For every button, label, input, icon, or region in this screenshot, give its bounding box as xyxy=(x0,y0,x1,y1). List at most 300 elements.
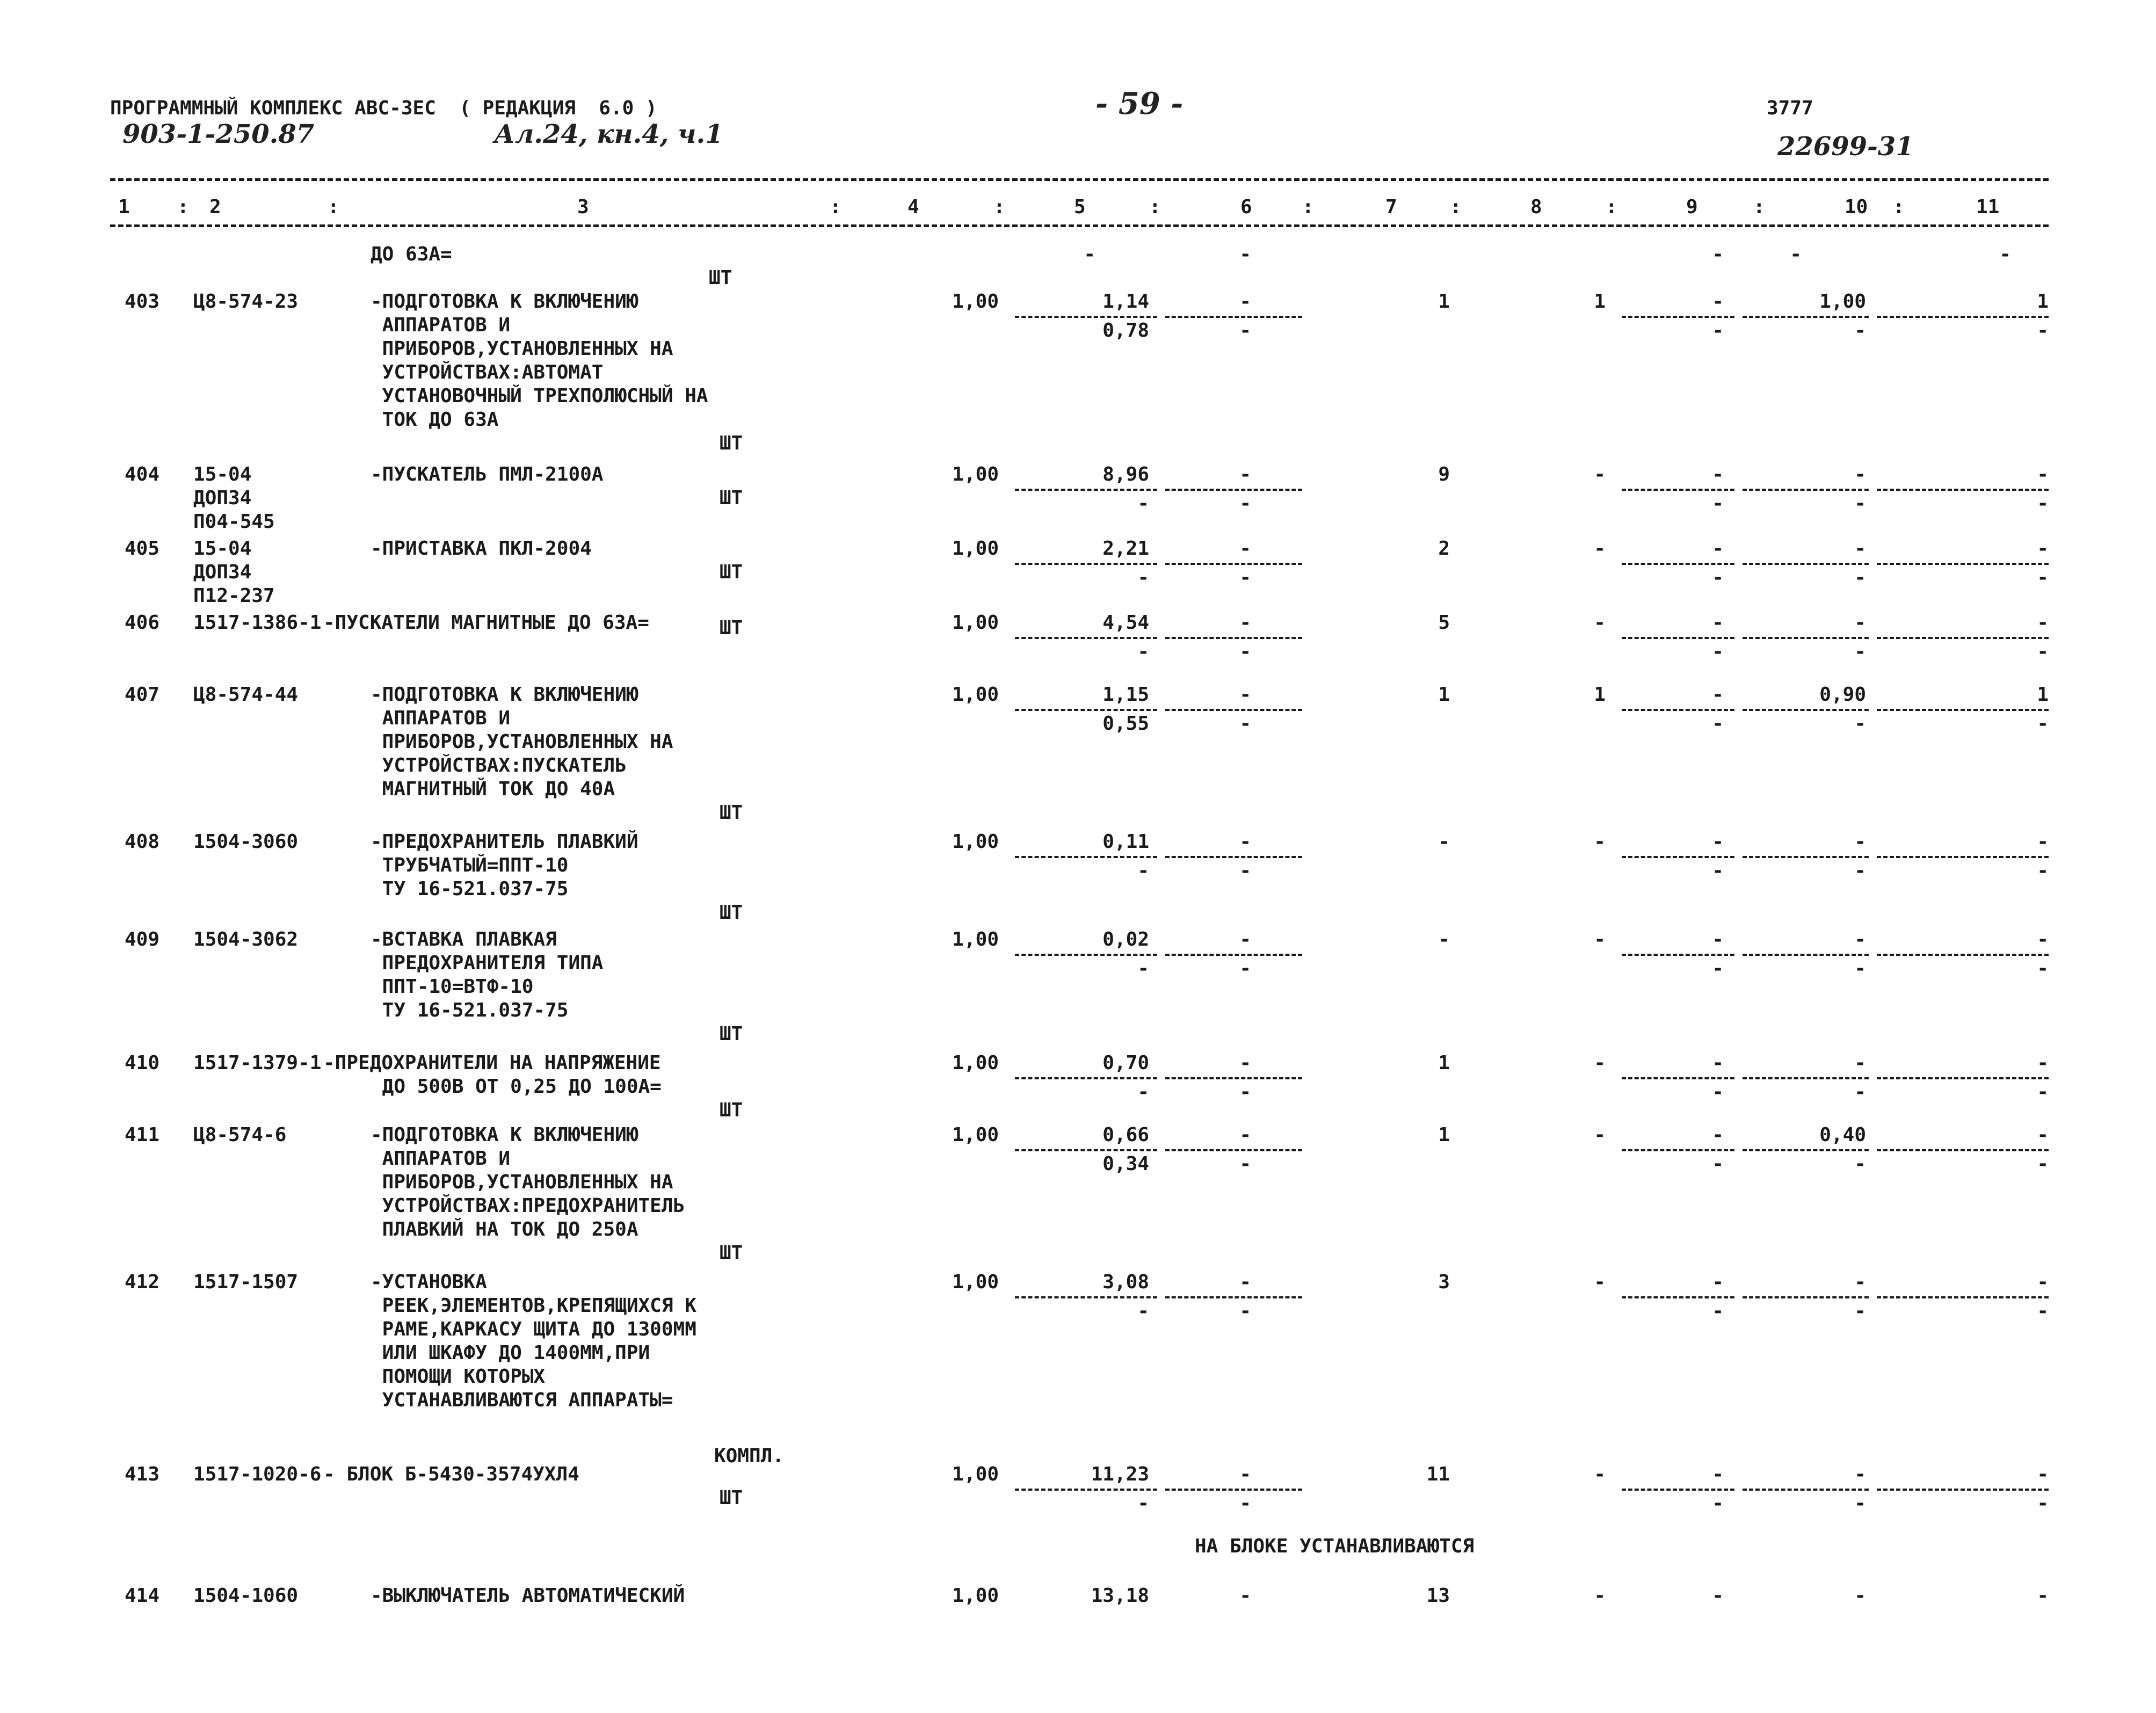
subtotal-rule-c6 xyxy=(1165,489,1302,491)
subtotal-rule-c6 xyxy=(1165,1489,1302,1491)
col5-value: 2,21 xyxy=(1102,538,1149,560)
col9-value: - xyxy=(1712,928,1724,950)
col10-subvalue: - xyxy=(1854,567,1866,589)
sheet-reference: Ал.24, кн.4, ч.1 xyxy=(494,119,723,149)
col10-value: 1,00 xyxy=(1819,291,1866,313)
col10-value: - xyxy=(1854,831,1866,853)
col11-value: - xyxy=(2037,1052,2049,1074)
col10-value: - xyxy=(1854,463,1866,485)
row-unit: ШТ xyxy=(720,432,743,454)
row-number: 403 xyxy=(125,291,160,313)
row-unit: ШТ xyxy=(720,1487,743,1509)
row-description: ТРУБЧАТЫЙ=ППТ-10 xyxy=(371,854,569,876)
subtotal-rule-c10 xyxy=(1743,563,1869,565)
column-header-7: 7 xyxy=(1385,196,1397,218)
subtotal-rule-c11 xyxy=(1877,637,2049,639)
col11-subvalue: - xyxy=(2037,492,2049,514)
col6-subvalue: - xyxy=(1239,957,1251,979)
subtotal-rule-c9 xyxy=(1622,954,1734,956)
fragment-col10: - xyxy=(1790,243,1802,265)
subtotal-rule-c10 xyxy=(1743,316,1869,318)
col9-value: - xyxy=(1712,1052,1724,1074)
row-unit: ШТ xyxy=(720,617,743,639)
col5-subvalue: - xyxy=(1137,1300,1149,1322)
col9-subvalue: - xyxy=(1712,320,1724,342)
col6-value: - xyxy=(1239,928,1251,950)
subtotal-rule-c10 xyxy=(1743,637,1869,639)
col5-value: 13,18 xyxy=(1091,1585,1149,1607)
col11-subvalue: - xyxy=(2037,1492,2049,1514)
col11-value: - xyxy=(2037,538,2049,560)
column-separator: : xyxy=(1606,196,1617,218)
row-number: 412 xyxy=(125,1271,160,1293)
col6-subvalue: - xyxy=(1239,1492,1251,1514)
col10-value: - xyxy=(1854,538,1866,560)
col5-value: 1,14 xyxy=(1102,291,1149,313)
subtotal-rule-c11 xyxy=(1877,856,2049,858)
subtotal-rule-c9 xyxy=(1622,489,1734,491)
col5-value: 11,23 xyxy=(1091,1463,1149,1485)
col11-value: - xyxy=(2037,612,2049,634)
col10-subvalue: - xyxy=(1854,1492,1866,1514)
col9-subvalue: - xyxy=(1712,713,1724,735)
col9-value: - xyxy=(1712,684,1724,706)
subtotal-rule-c11 xyxy=(1877,316,2049,318)
subtotal-rule-c6 xyxy=(1165,1296,1302,1298)
column-header-3: 3 xyxy=(577,196,589,218)
column-separator: : xyxy=(1753,196,1765,218)
col9-value: - xyxy=(1712,612,1724,634)
subtotal-rule-c9 xyxy=(1622,856,1734,858)
row-unit: ШТ xyxy=(720,487,743,509)
subtotal-rule-c5 xyxy=(1015,316,1157,318)
row-unit: КОМПЛ. xyxy=(714,1445,785,1467)
row-description: -ПОДГОТОВКА К ВКЛЮЧЕНИЮ xyxy=(371,291,638,313)
column-header-4: 4 xyxy=(908,196,919,218)
col9-value: - xyxy=(1712,831,1724,853)
col11-subvalue: - xyxy=(2037,860,2049,882)
col9-subvalue: - xyxy=(1712,1153,1724,1175)
row-description: -ПОДГОТОВКА К ВКЛЮЧЕНИЮ xyxy=(371,1124,638,1146)
col8-value: - xyxy=(1594,1271,1606,1293)
col4-quantity: 1,00 xyxy=(952,1585,999,1607)
col7-value: 11 xyxy=(1426,1463,1450,1485)
col6-value: - xyxy=(1239,1124,1251,1146)
row-description: -УСТАНОВКА xyxy=(371,1271,487,1293)
col5-subvalue: 0,78 xyxy=(1102,320,1149,342)
col9-subvalue: - xyxy=(1712,567,1724,589)
column-header-11: 11 xyxy=(1976,196,2000,218)
col5-value: 0,11 xyxy=(1102,831,1149,853)
row-description: РЕЕК,ЭЛЕМЕНТОВ,КРЕПЯЩИХСЯ К xyxy=(371,1295,696,1317)
row-description: ТУ 16-521.037-75 xyxy=(371,999,569,1021)
row-description: ПРИБОРОВ,УСТАНОВЛЕННЫХ НА xyxy=(371,1171,673,1193)
fragment-col9: - xyxy=(1712,243,1724,265)
col6-value: - xyxy=(1239,1585,1251,1607)
row-unit: ШТ xyxy=(720,561,743,583)
subtotal-rule-c5 xyxy=(1015,1149,1157,1151)
col5-subvalue: 0,55 xyxy=(1102,713,1149,735)
row-description: ППТ-10=ВТФ-10 xyxy=(371,976,534,998)
subtotal-rule-c9 xyxy=(1622,316,1734,318)
col9-value: - xyxy=(1712,1463,1724,1485)
col6-value: - xyxy=(1239,831,1251,853)
col8-value: - xyxy=(1594,612,1606,634)
col6-subvalue: - xyxy=(1239,860,1251,882)
col5-subvalue: - xyxy=(1137,1492,1149,1514)
col6-value: - xyxy=(1239,612,1251,634)
col7-value: 2 xyxy=(1438,538,1450,560)
col6-subvalue: - xyxy=(1239,492,1251,514)
col4-quantity: 1,00 xyxy=(952,463,999,485)
col4-quantity: 1,00 xyxy=(952,1124,999,1146)
row-description: -ПОДГОТОВКА К ВКЛЮЧЕНИЮ xyxy=(371,684,638,706)
subtotal-rule-c9 xyxy=(1622,563,1734,565)
row-description: ПРИБОРОВ,УСТАНОВЛЕННЫХ НА xyxy=(371,731,673,753)
subtotal-rule-c9 xyxy=(1622,1296,1734,1298)
col7-value: 3 xyxy=(1438,1271,1450,1293)
col5-value: 8,96 xyxy=(1102,463,1149,485)
column-separator: : xyxy=(1893,196,1905,218)
project-code: 903-1-250.87 xyxy=(122,119,315,149)
row-description: ТУ 16-521.037-75 xyxy=(371,878,569,900)
row-description: ПЛАВКИЙ НА ТОК ДО 250А xyxy=(371,1218,638,1240)
subtotal-rule-c10 xyxy=(1743,1149,1869,1151)
subtotal-rule-c5 xyxy=(1015,1489,1157,1491)
row-code: 1517-1386-1 xyxy=(193,612,322,634)
col11-subvalue: - xyxy=(2037,957,2049,979)
col5-subvalue: 0,34 xyxy=(1102,1153,1149,1175)
col4-quantity: 1,00 xyxy=(952,1052,999,1074)
row-description: -ПУСКАТЕЛИ МАГНИТНЫЕ ДО 63А= xyxy=(323,612,649,634)
column-header-10: 10 xyxy=(1845,196,1868,218)
row-unit: ШТ xyxy=(720,1242,743,1264)
order-number: 22699-31 xyxy=(1777,132,1914,162)
col8-value: - xyxy=(1594,1585,1606,1607)
subtotal-rule-c11 xyxy=(1877,954,2049,956)
subtotal-rule-c10 xyxy=(1743,1077,1869,1079)
col4-quantity: 1,00 xyxy=(952,1271,999,1293)
fragment-col5: - xyxy=(1084,243,1095,265)
col8-value: - xyxy=(1594,1052,1606,1074)
row-description: -ПРЕДОХРАНИТЕЛЬ ПЛАВКИЙ xyxy=(371,831,638,853)
row-code: П12-237 xyxy=(193,585,275,607)
row-number: 405 xyxy=(125,538,160,560)
row-description: -ПРИСТАВКА ПКЛ-2004 xyxy=(371,538,592,560)
col11-value: - xyxy=(2037,928,2049,950)
row-number: 408 xyxy=(125,831,160,853)
subtotal-rule-c5 xyxy=(1015,709,1157,711)
col9-subvalue: - xyxy=(1712,1300,1724,1322)
col9-subvalue: - xyxy=(1712,1081,1724,1103)
col5-value: 0,66 xyxy=(1102,1124,1149,1146)
subtotal-rule-c11 xyxy=(1877,563,2049,565)
row-description: -ПРЕДОХРАНИТЕЛИ НА НАПРЯЖЕНИЕ xyxy=(323,1052,661,1074)
subtotal-rule-c5 xyxy=(1015,1296,1157,1298)
subtotal-rule-c11 xyxy=(1877,1296,2049,1298)
col6-subvalue: - xyxy=(1239,1300,1251,1322)
col8-value: 1 xyxy=(1594,684,1606,706)
col8-value: - xyxy=(1594,1463,1606,1485)
col9-value: - xyxy=(1712,1271,1724,1293)
col10-value: - xyxy=(1854,1463,1866,1485)
subtotal-rule-c5 xyxy=(1015,637,1157,639)
column-header-2: 2 xyxy=(209,196,221,218)
col11-subvalue: - xyxy=(2037,1081,2049,1103)
col4-quantity: 1,00 xyxy=(952,291,999,313)
col11-subvalue: - xyxy=(2037,320,2049,342)
row-description: УСТРОЙСТВАХ:ПУСКАТЕЛЬ xyxy=(371,754,627,776)
col6-subvalue: - xyxy=(1239,641,1251,663)
row-code: П04-545 xyxy=(193,511,275,533)
row-description: ПРЕДОХРАНИТЕЛЯ ТИПА xyxy=(371,952,604,974)
col10-value: 0,40 xyxy=(1819,1124,1866,1146)
subtotal-rule-c5 xyxy=(1015,954,1157,956)
col11-value: 1 xyxy=(2037,684,2049,706)
row-number: 413 xyxy=(125,1463,160,1485)
col7-value: 1 xyxy=(1438,291,1450,313)
col9-subvalue: - xyxy=(1712,1492,1724,1514)
subtotal-rule-c10 xyxy=(1743,856,1869,858)
row-code: ДОП34 xyxy=(193,561,252,583)
col8-value: - xyxy=(1594,463,1606,485)
col9-subvalue: - xyxy=(1712,492,1724,514)
row-number: 410 xyxy=(125,1052,160,1074)
subtotal-rule-c6 xyxy=(1165,637,1302,639)
row-unit: ШТ xyxy=(720,802,743,824)
row-description: ПОМОЩИ КОТОРЫХ xyxy=(371,1366,546,1388)
row-description: - БЛОК Б-5430-3574УХЛ4 xyxy=(323,1463,579,1485)
subtotal-rule-c9 xyxy=(1622,709,1734,711)
row-code: 1504-3062 xyxy=(193,928,299,950)
subtotal-rule-c6 xyxy=(1165,563,1302,565)
column-separator: : xyxy=(830,196,841,218)
row-description: ПРИБОРОВ,УСТАНОВЛЕННЫХ НА xyxy=(371,338,673,360)
subtotal-rule-c9 xyxy=(1622,1077,1734,1079)
col11-value: - xyxy=(2037,1585,2049,1607)
col4-quantity: 1,00 xyxy=(952,684,999,706)
row-number: 411 xyxy=(125,1124,160,1146)
col4-quantity: 1,00 xyxy=(952,831,999,853)
subtotal-rule-c10 xyxy=(1743,1489,1869,1491)
row-description: АППАРАТОВ И xyxy=(371,314,511,336)
col11-value: 1 xyxy=(2037,291,2049,313)
subtotal-rule-c10 xyxy=(1743,709,1869,711)
col11-value: - xyxy=(2037,1124,2049,1146)
col6-subvalue: - xyxy=(1239,1153,1251,1175)
col9-subvalue: - xyxy=(1712,860,1724,882)
col6-subvalue: - xyxy=(1239,320,1251,342)
col4-quantity: 1,00 xyxy=(952,928,999,950)
row-description: ИЛИ ШКАФУ ДО 1400ММ,ПРИ xyxy=(371,1342,650,1364)
row-description: -ПУСКАТЕЛЬ ПМЛ-2100А xyxy=(371,463,604,485)
col10-value: 0,90 xyxy=(1819,684,1866,706)
subtotal-rule-c10 xyxy=(1743,1296,1869,1298)
col10-subvalue: - xyxy=(1854,713,1866,735)
row-description: ТОК ДО 63А xyxy=(371,409,499,431)
col8-value: - xyxy=(1594,538,1606,560)
col9-subvalue: - xyxy=(1712,641,1724,663)
column-separator: : xyxy=(993,196,1005,218)
row-description: УСТАНОВОЧНЫЙ ТРЕХПОЛЮСНЫЙ НА xyxy=(371,385,708,407)
col6-value: - xyxy=(1239,1463,1251,1485)
col10-subvalue: - xyxy=(1854,320,1866,342)
col10-value: - xyxy=(1854,1585,1866,1607)
col6-subvalue: - xyxy=(1239,713,1251,735)
subtotal-rule-c6 xyxy=(1165,1077,1302,1079)
subtotal-rule-c10 xyxy=(1743,954,1869,956)
row-description: УСТРОЙСТВАХ:АВТОМАТ xyxy=(371,361,604,383)
column-separator: : xyxy=(1450,196,1462,218)
row-number: 406 xyxy=(125,612,160,634)
row-number: 414 xyxy=(125,1585,160,1607)
subtotal-rule-c9 xyxy=(1622,1489,1734,1491)
page-number: - 59 - xyxy=(1095,86,1184,121)
col7-value: 1 xyxy=(1438,1124,1450,1146)
fragment-col6: - xyxy=(1239,243,1251,265)
col7-value: 13 xyxy=(1426,1585,1450,1607)
col10-subvalue: - xyxy=(1854,1081,1866,1103)
row-description: ДО 500В ОТ 0,25 ДО 100А= xyxy=(371,1076,662,1098)
col11-value: - xyxy=(2037,463,2049,485)
col5-value: 4,54 xyxy=(1102,612,1149,634)
row-description: РАМЕ,КАРКАСУ ЩИТА ДО 1300ММ xyxy=(371,1318,696,1340)
col5-value: 0,02 xyxy=(1102,928,1149,950)
col7-value: 9 xyxy=(1438,463,1450,485)
col6-value: - xyxy=(1239,538,1251,560)
col9-value: - xyxy=(1712,463,1724,485)
subtotal-rule-c11 xyxy=(1877,1077,2049,1079)
row-number: 404 xyxy=(125,463,160,485)
row-code: 1517-1020-6 xyxy=(193,1463,322,1485)
subtotal-rule-c5 xyxy=(1015,563,1157,565)
col10-subvalue: - xyxy=(1854,492,1866,514)
row-description: УСТРОЙСТВАХ:ПРЕДОХРАНИТЕЛЬ xyxy=(371,1195,685,1217)
row-description: АППАРАТОВ И xyxy=(371,707,511,729)
subtotal-rule-c9 xyxy=(1622,637,1734,639)
col9-value: - xyxy=(1712,1124,1724,1146)
subtotal-rule-c6 xyxy=(1165,856,1302,858)
row-code: 1517-1507 xyxy=(193,1271,299,1293)
col5-value: 3,08 xyxy=(1102,1271,1149,1293)
col5-subvalue: - xyxy=(1137,567,1149,589)
row-code: Ц8-574-23 xyxy=(193,291,299,313)
row-description: -ВСТАВКА ПЛАВКАЯ xyxy=(371,928,557,950)
fragment-col11: - xyxy=(1999,243,2011,265)
col9-subvalue: - xyxy=(1712,957,1724,979)
row-description: УСТАНАВЛИВАЮТСЯ АППАРАТЫ= xyxy=(371,1389,673,1411)
subtotal-rule-c5 xyxy=(1015,1077,1157,1079)
col8-value: - xyxy=(1594,928,1606,950)
subtotal-rule-c6 xyxy=(1165,1149,1302,1151)
row-number: 409 xyxy=(125,928,160,950)
subtotal-rule-c5 xyxy=(1015,489,1157,491)
col5-subvalue: - xyxy=(1137,1081,1149,1103)
subtotal-rule-c9 xyxy=(1622,1149,1734,1151)
row-code: 1504-3060 xyxy=(193,831,299,853)
col11-subvalue: - xyxy=(2037,641,2049,663)
col5-subvalue: - xyxy=(1137,957,1149,979)
col7-value: 1 xyxy=(1438,1052,1450,1074)
col5-subvalue: - xyxy=(1137,492,1149,514)
col8-value: 1 xyxy=(1594,291,1606,313)
block-note: НА БЛОКЕ УСТАНАВЛИВАЮТСЯ xyxy=(1195,1535,1475,1557)
col10-value: - xyxy=(1854,1052,1866,1074)
subtotal-rule-c11 xyxy=(1877,709,2049,711)
subtotal-rule-c11 xyxy=(1877,489,2049,491)
column-header-6: 6 xyxy=(1240,196,1252,218)
column-header-8: 8 xyxy=(1530,196,1542,218)
column-header-9: 9 xyxy=(1686,196,1698,218)
column-header-5: 5 xyxy=(1074,196,1086,218)
col6-value: - xyxy=(1239,291,1251,313)
column-header-1: 1 xyxy=(118,196,130,218)
col5-subvalue: - xyxy=(1137,641,1149,663)
subtotal-rule-c5 xyxy=(1015,856,1157,858)
column-separator: : xyxy=(328,196,339,218)
subtotal-rule-c6 xyxy=(1165,709,1302,711)
row-code: 1504-1060 xyxy=(193,1585,299,1607)
col10-subvalue: - xyxy=(1854,1153,1866,1175)
column-separator: : xyxy=(1302,196,1314,218)
col10-subvalue: - xyxy=(1854,957,1866,979)
document-number: 3777 xyxy=(1767,97,1813,119)
col7-value: 5 xyxy=(1438,612,1450,634)
col11-value: - xyxy=(2037,1271,2049,1293)
col7-value: - xyxy=(1438,928,1450,950)
col10-subvalue: - xyxy=(1854,1300,1866,1322)
col11-subvalue: - xyxy=(2037,567,2049,589)
row-code: 1517-1379-1 xyxy=(193,1052,322,1074)
column-separator: : xyxy=(177,196,189,218)
row-description: АППАРАТОВ И xyxy=(371,1148,511,1170)
col4-quantity: 1,00 xyxy=(952,1463,999,1485)
col9-value: - xyxy=(1712,291,1724,313)
col7-value: - xyxy=(1438,831,1450,853)
col11-subvalue: - xyxy=(2037,1153,2049,1175)
col6-value: - xyxy=(1239,1271,1251,1293)
col5-value: 1,15 xyxy=(1102,684,1149,706)
subtotal-rule-c11 xyxy=(1877,1149,2049,1151)
col8-value: - xyxy=(1594,1124,1606,1146)
col10-value: - xyxy=(1854,1271,1866,1293)
row-code: 15-04 xyxy=(193,463,252,485)
row-number: 407 xyxy=(125,684,160,706)
col6-value: - xyxy=(1239,684,1251,706)
row-code: Ц8-574-44 xyxy=(193,684,299,706)
col10-value: - xyxy=(1854,928,1866,950)
col7-value: 1 xyxy=(1438,684,1450,706)
col10-subvalue: - xyxy=(1854,641,1866,663)
col8-value: - xyxy=(1594,831,1606,853)
program-title: ПРОГРАММНЫЙ КОМПЛЕКС АВС-3ЕС ( РЕДАКЦИЯ 6.0 ) xyxy=(110,97,657,119)
subtotal-rule-c6 xyxy=(1165,954,1302,956)
col4-quantity: 1,00 xyxy=(952,538,999,560)
col11-value: - xyxy=(2037,1463,2049,1485)
col4-quantity: 1,00 xyxy=(952,612,999,634)
row-unit: ШТ xyxy=(720,1023,743,1045)
row-description: МАГНИТНЫЙ ТОК ДО 40А xyxy=(371,778,615,800)
col11-value: - xyxy=(2037,831,2049,853)
fragment-description: ДО 63А= xyxy=(371,243,452,265)
fragment-unit: ШТ xyxy=(709,267,732,289)
col11-subvalue: - xyxy=(2037,1300,2049,1322)
col11-subvalue: - xyxy=(2037,713,2049,735)
col6-subvalue: - xyxy=(1239,567,1251,589)
col6-subvalue: - xyxy=(1239,1081,1251,1103)
column-separator: : xyxy=(1149,196,1161,218)
row-code: Ц8-574-6 xyxy=(193,1124,287,1146)
